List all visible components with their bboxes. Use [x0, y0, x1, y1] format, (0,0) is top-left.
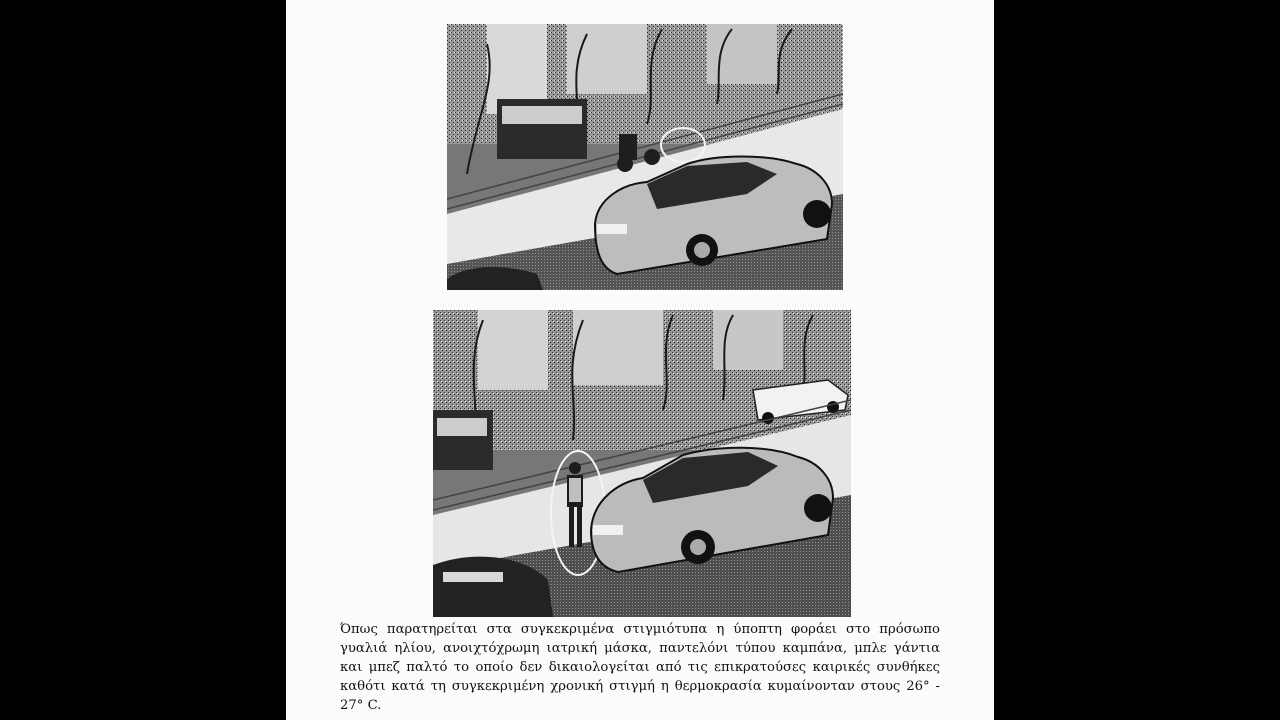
- caption-line: καθότι κατά τη συγκεκριμένη χρονική στιγμή η θερμοκρασία κυμαίνονταν στους 26° -: [340, 679, 940, 694]
- cctv-photo-bottom: [433, 310, 851, 617]
- caption-line: Όπως παρατηρείται στα συγκεκριμένα στιγμιότυπα η ύποπτη φοράει στο πρόσωπο: [340, 622, 940, 637]
- cctv-photo-top: [447, 24, 843, 290]
- document-page: [286, 0, 994, 720]
- caption-line: γυαλιά ηλίου, ανοιχτόχρωμη ιατρική μάσκα, παντελόνι τύπου καμπάνα, μπλε γάντια: [340, 641, 940, 656]
- caption-line: 27° C.: [340, 698, 382, 713]
- caption-line: και μπεζ παλτό το οποίο δεν δικαιολογείται από τις επικρατούσες καιρικές συνθήκες: [340, 660, 940, 675]
- cctv-photo-top-image: [447, 24, 843, 290]
- cctv-photo-bottom-image: [433, 310, 851, 617]
- document-caption: [340, 620, 940, 715]
